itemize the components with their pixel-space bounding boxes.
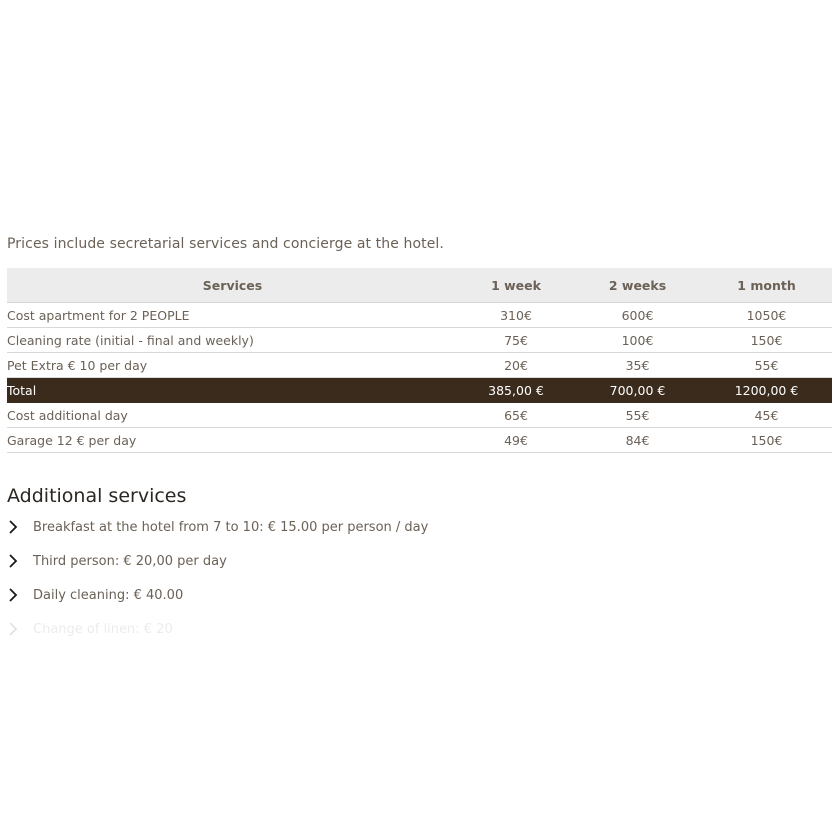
table-row	[7, 303, 832, 328]
row-service-cell: Pet Extra € 10 per day	[7, 353, 458, 378]
total-1-week-cell: 385,00 €	[458, 378, 574, 403]
table-row	[7, 353, 832, 378]
prices-intro-text: Prices include secretarial services and concierge at the hotel.	[7, 236, 444, 252]
list-item-text: Daily cleaning: € 40.00	[33, 588, 184, 603]
table-header-row	[7, 268, 832, 303]
row-1-week-cell: 310€	[458, 303, 574, 328]
row-1-month-cell: 1050€	[701, 303, 832, 328]
row-1-month-cell: 45€	[701, 403, 832, 428]
chevron-right-icon	[7, 553, 33, 571]
row-2-weeks-cell: 600€	[574, 303, 701, 328]
chevron-right-icon	[7, 519, 33, 537]
row-2-weeks-cell: 55€	[574, 403, 701, 428]
table-row	[7, 428, 832, 453]
chevron-right-icon	[7, 587, 33, 605]
row-service-cell: Cleaning rate (initial - final and weekly)	[7, 328, 458, 353]
additional-services-heading: Additional services	[7, 485, 187, 507]
table-row	[7, 328, 832, 353]
row-service-cell: Cost apartment for 2 PEOPLE	[7, 303, 458, 328]
total-label-cell: Total	[7, 378, 458, 403]
header-1-week: 1 week	[458, 268, 574, 303]
row-1-month-cell: 55€	[701, 353, 832, 378]
list-item	[7, 519, 607, 553]
row-service-cell: Garage 12 € per day	[7, 428, 458, 453]
row-service-cell: Cost additional day	[7, 403, 458, 428]
list-item-text: Breakfast at the hotel from 7 to 10: € 15.00 per person / day	[33, 520, 429, 535]
row-1-week-cell: 75€	[458, 328, 574, 353]
chevron-right-icon	[7, 621, 33, 639]
header-2-weeks: 2 weeks	[574, 268, 701, 303]
table-row	[7, 403, 832, 428]
row-1-month-cell: 150€	[701, 328, 832, 353]
row-2-weeks-cell: 84€	[574, 428, 701, 453]
header-1-month: 1 month	[701, 268, 832, 303]
row-1-month-cell: 150€	[701, 428, 832, 453]
total-2-weeks-cell: 700,00 €	[574, 378, 701, 403]
total-1-month-cell: 1200,00 €	[701, 378, 832, 403]
additional-services-list	[7, 519, 607, 655]
header-services: Services	[7, 268, 458, 303]
row-1-week-cell: 65€	[458, 403, 574, 428]
list-item-text: Change of linen: € 20	[33, 622, 173, 637]
list-item	[7, 553, 607, 587]
row-2-weeks-cell: 35€	[574, 353, 701, 378]
list-item-text: Third person: € 20,00 per day	[33, 554, 227, 569]
row-1-week-cell: 20€	[458, 353, 574, 378]
row-1-week-cell: 49€	[458, 428, 574, 453]
list-item	[7, 621, 607, 655]
row-2-weeks-cell: 100€	[574, 328, 701, 353]
list-item	[7, 587, 607, 621]
price-table	[7, 268, 832, 453]
total-row	[7, 378, 832, 403]
